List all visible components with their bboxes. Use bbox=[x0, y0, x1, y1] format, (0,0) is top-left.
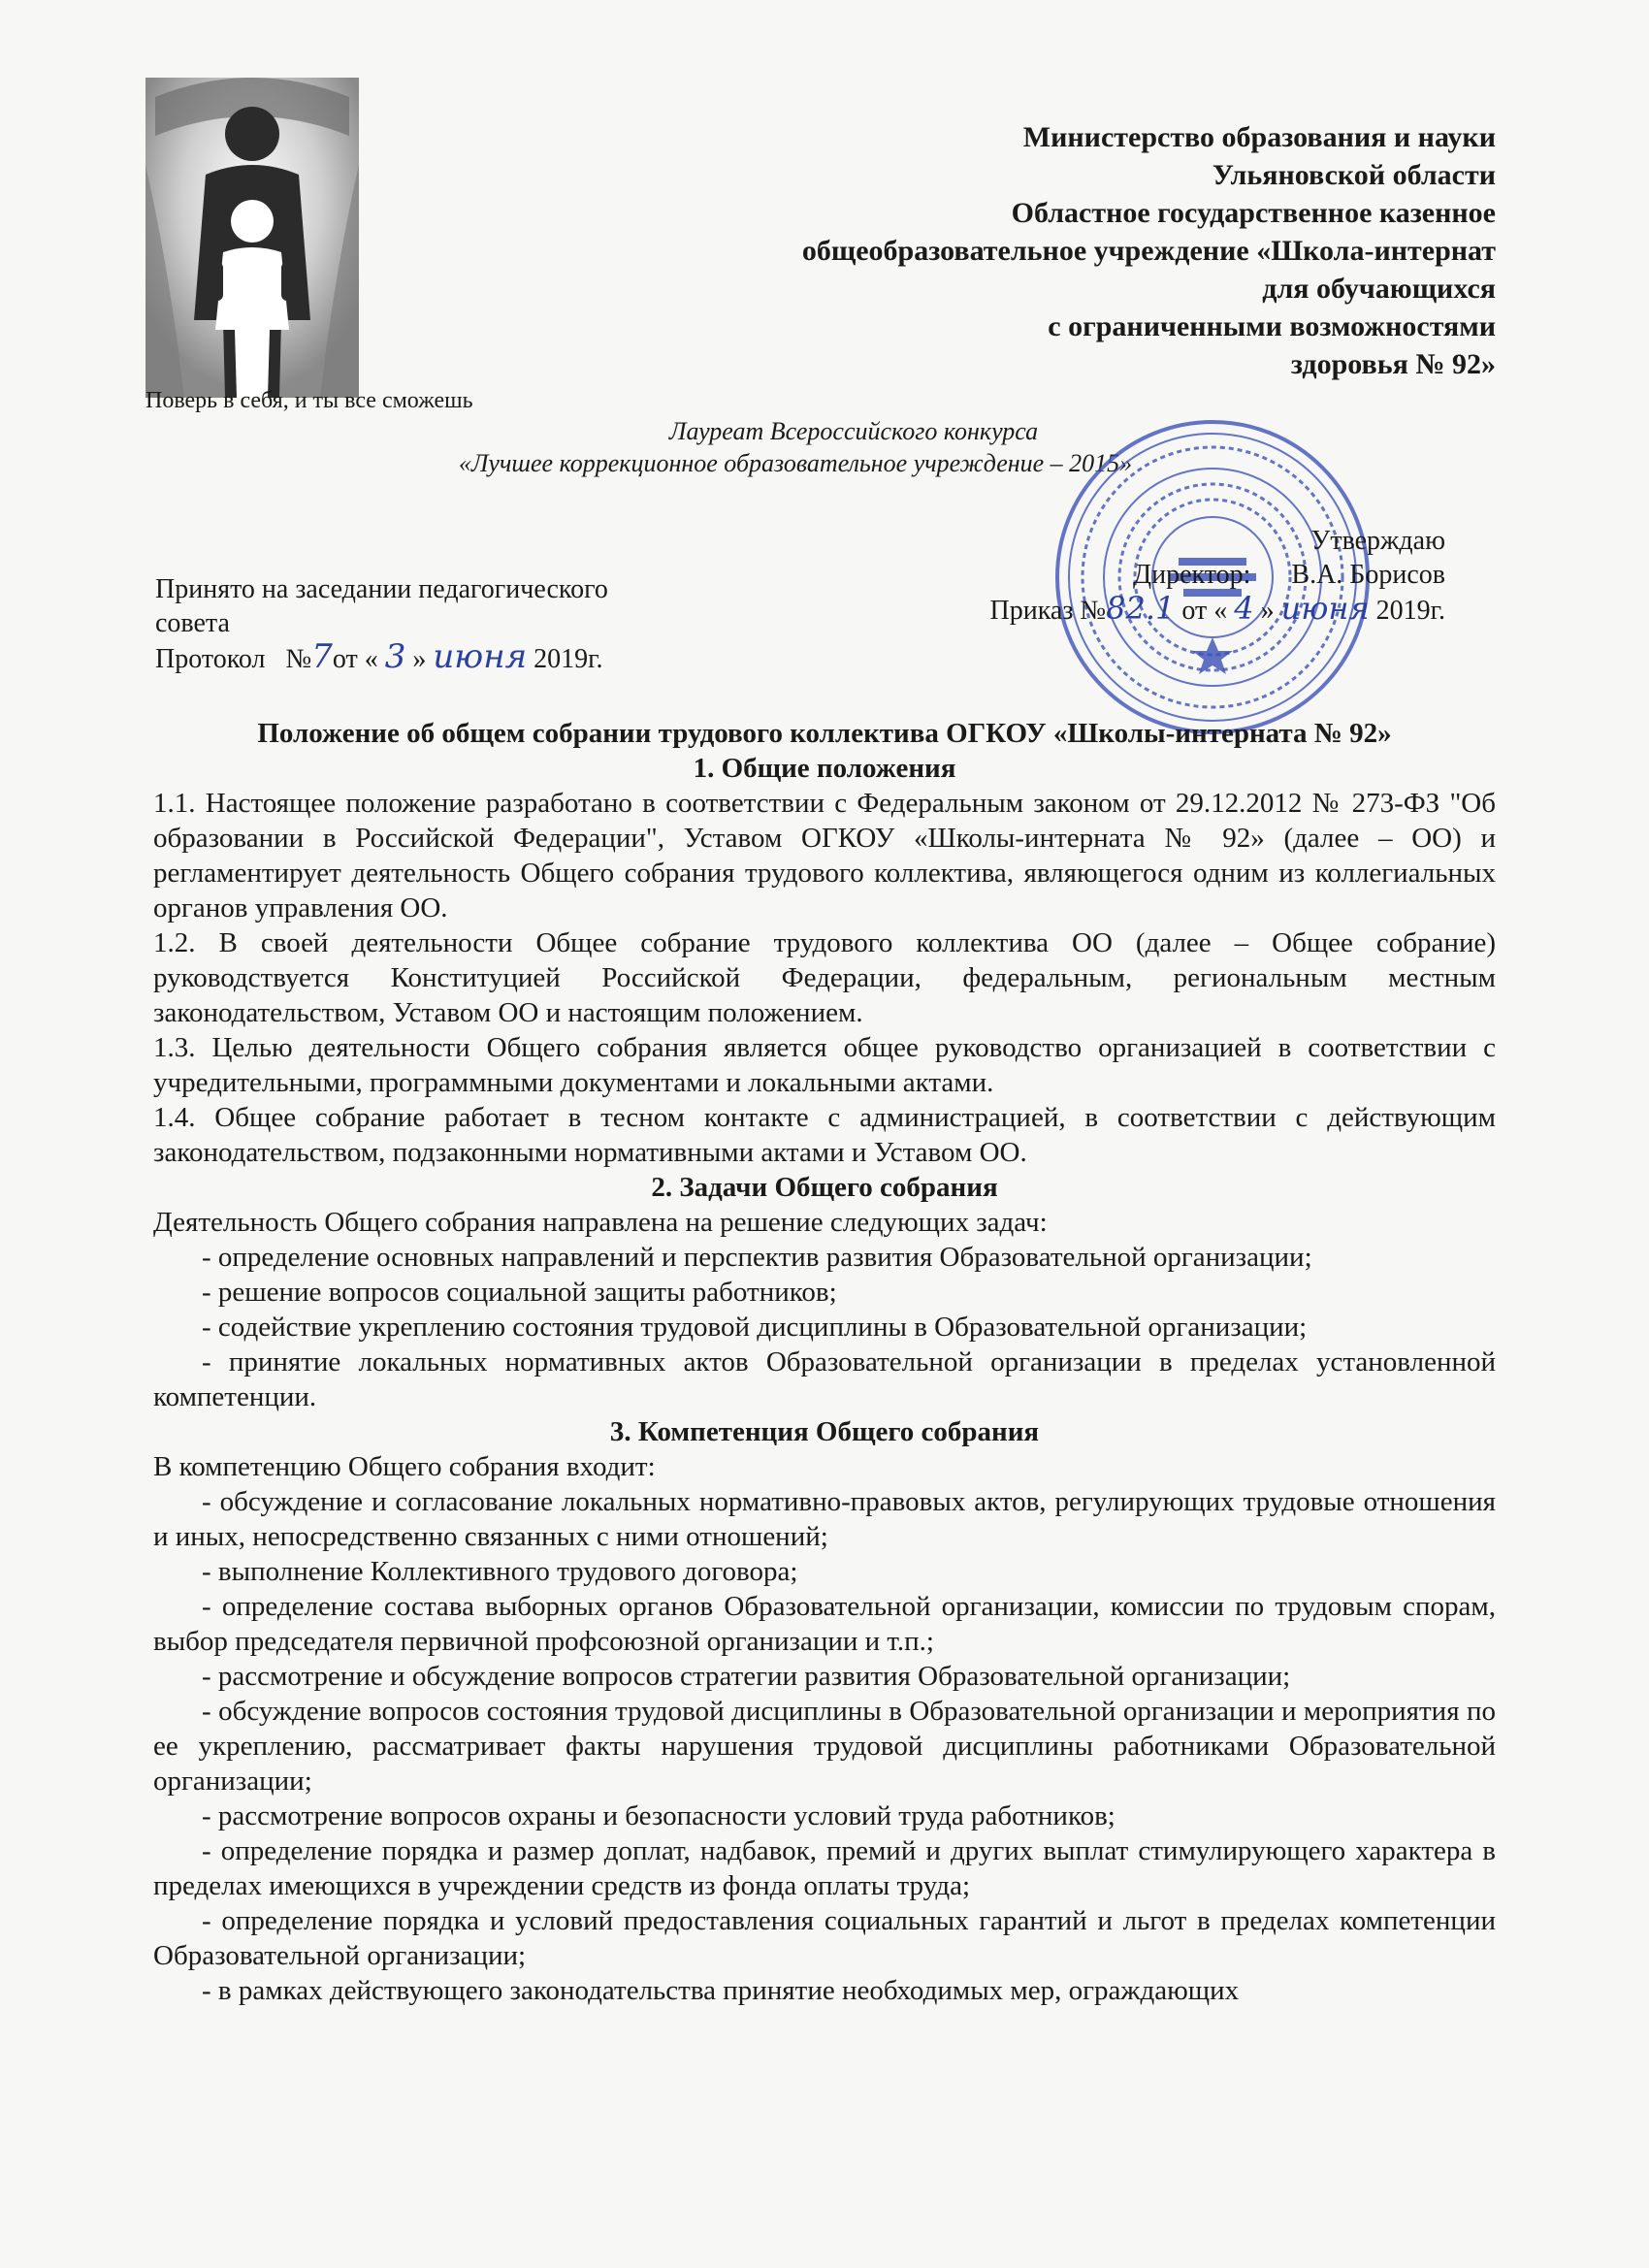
org-line: для обучающихся bbox=[1262, 273, 1496, 305]
org-line: здоровья № 92» bbox=[1290, 348, 1496, 380]
section-heading: 2. Задачи Общего собрания bbox=[651, 1172, 998, 1203]
list-item: - определение основных направлений и перспектив развития Образовательной организации; bbox=[202, 1242, 1312, 1273]
section-heading: 1. Общие положения bbox=[693, 753, 956, 784]
org-line: Ульяновской области bbox=[1212, 159, 1496, 191]
list-item: - рассмотрение и обсуждение вопросов стратегии развития Образовательной организации; bbox=[202, 1661, 1291, 1692]
org-line: с ограниченными возможностями bbox=[1048, 310, 1496, 342]
protocol-line bbox=[155, 637, 608, 676]
list-item: - решение вопросов социальной защиты работников; bbox=[202, 1277, 837, 1308]
director-label: Директор: bbox=[1132, 560, 1251, 590]
order-label: Приказ № bbox=[989, 596, 1107, 626]
logo-caption: Поверь в себя, и ты все сможешь bbox=[146, 388, 473, 413]
org-line: общеобразовательное учреждение «Школа-интернат bbox=[801, 235, 1496, 267]
list-item: - определение порядка и условий предоставления социальных гарантий и льгот в пределах компетенции Образовательной организации; bbox=[153, 1905, 1496, 1971]
from-label: от « bbox=[1181, 596, 1228, 626]
document-title: Положение об общем собрании трудового коллектива ОГКОУ «Школы-интерната № 92» bbox=[257, 718, 1392, 749]
list-item: - обсуждение и согласование локальных нормативно-правовых актов, регулирующих трудовые отношения и иных, непосредственно связанных с ними отношений; bbox=[153, 1486, 1496, 1552]
protocol-label: Протокол bbox=[155, 644, 266, 674]
protocol-year: 2019г. bbox=[534, 644, 603, 674]
accepted-line: Принято на заседании педагогического bbox=[155, 574, 608, 604]
section-intro: В компетенцию Общего собрания входит: bbox=[153, 1451, 656, 1482]
section-heading: 3. Компетенция Общего собрания bbox=[609, 1416, 1040, 1447]
from-label: от « bbox=[332, 644, 378, 674]
paragraph: 1.2. В своей деятельности Общее собрание трудового коллектива ОО (далее – Общее собрание) руководствуется Конституцией Российской Федерации, федеральным, региональным местным законодательством, Уставом ОО и настоящим положением. bbox=[153, 927, 1496, 1028]
org-line: Областное государственное казенное bbox=[1011, 197, 1496, 229]
org-line: Министерство образования и науки bbox=[1022, 121, 1496, 153]
laureate-note bbox=[0, 415, 1649, 479]
paragraph: 1.1. Настоящее положение разработано в соответствии с Федеральным законом от 29.12.2012 № 273-ФЗ "Об образовании в Российской Федерации", Уставом ОГКОУ «Школы-интерната № 92» (далее – ОО) и регламентирует деятельность Общего собрания трудового коллектива, являющегося одним из коллегиальных органов управления ОО. bbox=[153, 788, 1496, 923]
list-item: - определение состава выборных органов Образовательной организации, комиссии по трудовым спорам, выбор председателя первичной профсоюзной организации и т.п.; bbox=[153, 1591, 1496, 1657]
number-sign: № bbox=[285, 644, 312, 674]
school-logo bbox=[146, 78, 359, 398]
list-item: - определение порядка и размер доплат, надбавок, премий и других выплат стимулирующего характера в пределах имеющихся в учреждении средств из фонда оплаты труда; bbox=[153, 1835, 1496, 1901]
document-body bbox=[153, 716, 1496, 2008]
list-item: - рассмотрение вопросов охраны и безопасности условий труда работников; bbox=[202, 1800, 1116, 1831]
order-year: 2019г. bbox=[1375, 596, 1445, 626]
list-item: - в рамках действующего законодательства принятие необходимых мер, ограждающих bbox=[202, 1975, 1240, 2006]
protocol-day: 3 bbox=[384, 637, 406, 676]
list-item: - принятие локальных нормативных актов Образовательной организации в пределах установленной компетенции. bbox=[153, 1346, 1496, 1412]
close-quote: » bbox=[412, 644, 427, 674]
order-number: 82.1 bbox=[1106, 590, 1176, 627]
list-item: - обсуждение вопросов состояния трудовой дисциплины в Образовательной организации и мероприятия по ее укреплению, рассматривает факты нарушения трудовой дисциплины работниками Образовательной организации; bbox=[153, 1696, 1496, 1797]
list-item: - выполнение Коллективного трудового договора; bbox=[202, 1556, 798, 1587]
approved-block bbox=[844, 524, 1445, 628]
laureate-line: Лауреат Всероссийского конкурса bbox=[668, 417, 1039, 445]
list-item: - содействие укреплению состояния трудовой дисциплины в Образовательной организации; bbox=[202, 1312, 1308, 1343]
protocol-month: июня bbox=[433, 637, 528, 676]
paragraph: 1.4. Общее собрание работает в тесном контакте с администрацией, в соответствии с действующим законодательством, подзаконными нормативными актами и Уставом ОО. bbox=[153, 1102, 1496, 1168]
section-intro: Деятельность Общего собрания направлена на решение следующих задач: bbox=[153, 1207, 1048, 1238]
approve-title: Утверждаю bbox=[1310, 526, 1445, 556]
organization-header bbox=[526, 118, 1496, 383]
order-line bbox=[844, 592, 1445, 628]
paragraph: 1.3. Целью деятельности Общего собрания является общее руководство организацией в соответствии с учредительными, программными документами и локальными актами. bbox=[153, 1032, 1496, 1098]
protocol-number: 7 bbox=[311, 637, 333, 676]
laureate-line: «Лучшее коррекционное образовательное учреждение – 2015» bbox=[458, 449, 1133, 477]
director-line bbox=[844, 558, 1445, 592]
order-month: июня bbox=[1280, 590, 1370, 627]
director-name: В.А. Борисов bbox=[1291, 560, 1445, 590]
order-day: 4 bbox=[1234, 590, 1254, 627]
accepted-line: совета bbox=[155, 608, 230, 638]
accepted-block bbox=[155, 572, 608, 676]
close-quote: » bbox=[1260, 596, 1275, 626]
